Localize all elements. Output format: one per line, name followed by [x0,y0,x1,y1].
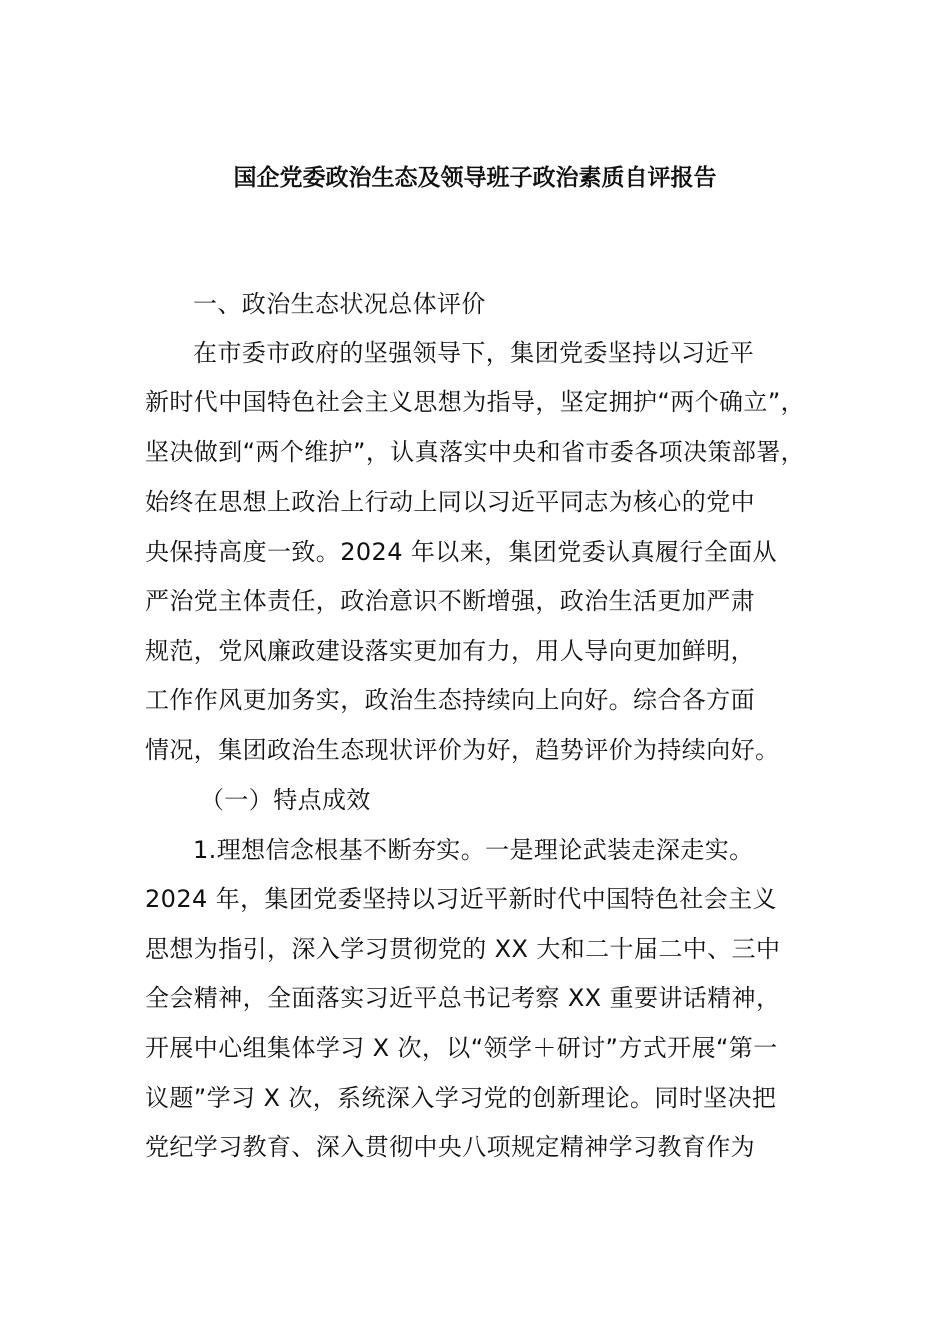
paragraph-2-line-3: 思想为指引，深入学习贯彻党的 XX 大和二十届二中、三中 [145,935,781,963]
paragraph-1-line-6: 严治党主体责任，政治意识不断增强，政治生活更加严肃 [145,587,755,615]
paragraph-1-line-7: 规范，党风廉政建设落实更加有力，用人导向更加鲜明， [145,637,755,665]
paragraph-1-line-9: 情况，集团政治生态现状评价为好，趋势评价为持续向好。 [145,736,780,764]
paragraph-1-line-5: 央保持高度一致。2024 年以来，集团党委认真履行全面从 [145,538,777,566]
paragraph-2-line-2: 2024 年，集团党委坚持以习近平新时代中国特色社会主义 [145,885,777,913]
paragraph-1-line-4: 始终在思想上政治上行动上同以习近平同志为核心的党中 [145,488,755,516]
paragraph-1-line-3: 坚决做到“两个维护”，认真落实中央和省市委各项决策部署， [145,438,806,466]
section-heading: 一、政治生态状况总体评价 [193,290,486,318]
paragraph-1-line-2: 新时代中国特色社会主义思想为指导，坚定拥护“两个确立”， [145,388,806,416]
document-title: 国企党委政治生态及领导班子政治素质自评报告 [233,165,717,191]
paragraph-2-line-7: 党纪学习教育、深入贯彻中央八项规定精神学习教育作为 [145,1133,755,1161]
paragraph-2-line-1: 1.理想信念根基不断夯实。一是理论武装走深走实。 [193,836,754,864]
paragraph-2-line-6: 议题”学习 X 次，系统深入学习党的创新理论。同时坚决把 [145,1084,777,1112]
subheading: （一）特点成效 [200,786,371,814]
paragraph-1-line-8: 工作作风更加务实，政治生态持续向上向好。综合各方面 [145,686,755,714]
paragraph-1-line-1: 在市委市政府的坚强领导下，集团党委坚持以习近平 [193,339,755,367]
paragraph-2-line-4: 全会精神，全面落实习近平总书记考察 XX 重要讲话精神， [145,984,781,1012]
paragraph-2-line-5: 开展中心组集体学习 X 次，以“领学＋研讨”方式开展“第一 [145,1034,778,1062]
